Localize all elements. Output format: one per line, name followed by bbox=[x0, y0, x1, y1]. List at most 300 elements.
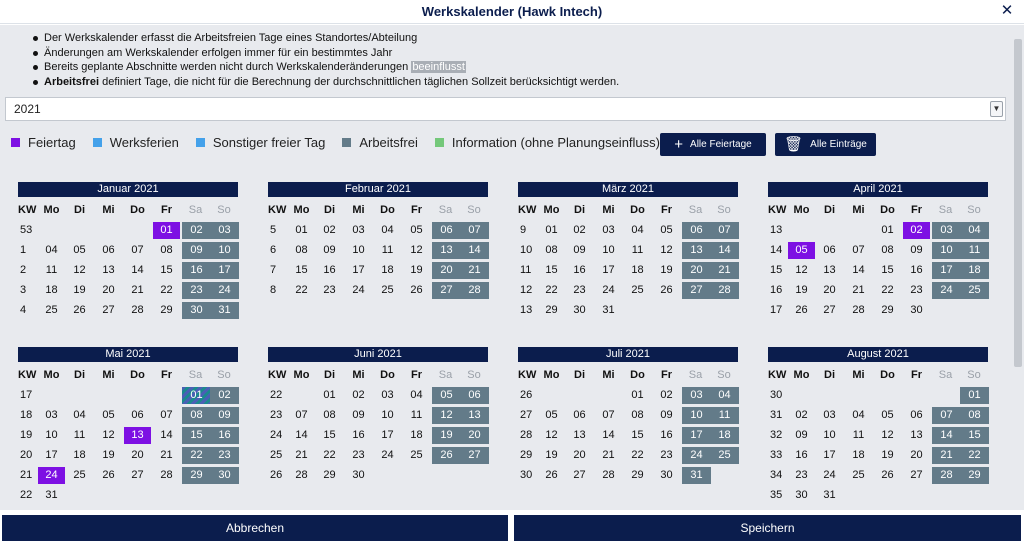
day-cell[interactable] bbox=[123, 280, 152, 300]
empty-cell bbox=[844, 485, 873, 505]
day-cell[interactable] bbox=[788, 405, 815, 425]
day-number: 17 bbox=[45, 448, 58, 461]
day-cell[interactable] bbox=[538, 240, 565, 260]
day-cell[interactable] bbox=[402, 385, 431, 405]
weekday-header: Do bbox=[380, 369, 395, 381]
day-cell[interactable] bbox=[538, 300, 565, 320]
day-cell[interactable] bbox=[565, 220, 594, 240]
day-cell[interactable] bbox=[960, 220, 988, 240]
day-cell[interactable] bbox=[288, 260, 315, 280]
day-cell[interactable] bbox=[460, 385, 488, 405]
day-cell[interactable] bbox=[538, 465, 565, 485]
scrollbar[interactable] bbox=[1011, 25, 1024, 510]
close-icon[interactable]: ✕ bbox=[1000, 2, 1014, 19]
year-select[interactable] bbox=[5, 97, 1006, 121]
day-cell[interactable] bbox=[815, 280, 844, 300]
day-cell[interactable] bbox=[181, 445, 210, 465]
day-cell[interactable] bbox=[788, 280, 815, 300]
day-cell[interactable] bbox=[652, 425, 681, 445]
day-cell[interactable] bbox=[210, 465, 238, 485]
day-cell[interactable] bbox=[873, 260, 902, 280]
day-cell[interactable] bbox=[288, 445, 315, 465]
day-cell[interactable] bbox=[652, 405, 681, 425]
day-cell[interactable] bbox=[652, 445, 681, 465]
day-cell[interactable] bbox=[681, 445, 710, 465]
day-cell[interactable] bbox=[344, 445, 373, 465]
legend-item-werksferien bbox=[93, 135, 179, 150]
day-cell[interactable] bbox=[210, 220, 238, 240]
day-cell[interactable] bbox=[65, 240, 94, 260]
week-number: 13 bbox=[520, 304, 533, 316]
day-cell[interactable] bbox=[181, 425, 210, 445]
day-cell[interactable] bbox=[65, 465, 94, 485]
day-cell[interactable] bbox=[94, 280, 123, 300]
day-cell[interactable] bbox=[594, 425, 623, 445]
day-cell[interactable] bbox=[460, 260, 488, 280]
day-cell[interactable] bbox=[373, 280, 402, 300]
day-cell[interactable] bbox=[710, 385, 738, 405]
day-cell[interactable] bbox=[710, 425, 738, 445]
day-cell[interactable] bbox=[873, 240, 902, 260]
day-cell[interactable] bbox=[815, 405, 844, 425]
day-cell[interactable] bbox=[315, 465, 344, 485]
day-cell[interactable] bbox=[373, 260, 402, 280]
day-cell[interactable] bbox=[94, 405, 123, 425]
day-cell[interactable] bbox=[902, 280, 931, 300]
cancel-button[interactable]: Abbrechen bbox=[2, 515, 508, 541]
day-cell[interactable] bbox=[431, 445, 460, 465]
day-number: 01 bbox=[881, 223, 894, 236]
day-cell[interactable] bbox=[815, 425, 844, 445]
day-cell[interactable] bbox=[960, 260, 988, 280]
day-cell[interactable] bbox=[460, 405, 488, 425]
day-number: 22 bbox=[160, 283, 173, 296]
day-cell[interactable] bbox=[38, 300, 65, 320]
day-cell[interactable] bbox=[565, 465, 594, 485]
day-number: 26 bbox=[73, 303, 86, 316]
day-cell[interactable] bbox=[931, 425, 960, 445]
day-cell[interactable] bbox=[681, 425, 710, 445]
day-cell[interactable] bbox=[594, 260, 623, 280]
day-cell[interactable] bbox=[815, 465, 844, 485]
day-cell[interactable] bbox=[902, 425, 931, 445]
day-cell[interactable] bbox=[623, 220, 652, 240]
day-cell[interactable] bbox=[344, 220, 373, 240]
day-cell[interactable] bbox=[902, 465, 931, 485]
day-cell[interactable] bbox=[960, 445, 988, 465]
day-cell[interactable] bbox=[815, 240, 844, 260]
day-cell[interactable] bbox=[288, 405, 315, 425]
day-cell[interactable] bbox=[623, 445, 652, 465]
day-cell[interactable] bbox=[431, 260, 460, 280]
day-cell[interactable] bbox=[565, 260, 594, 280]
day-cell[interactable] bbox=[873, 220, 902, 240]
day-cell[interactable] bbox=[181, 300, 210, 320]
empty-cell bbox=[902, 485, 931, 505]
day-cell[interactable] bbox=[152, 280, 181, 300]
day-cell[interactable] bbox=[565, 405, 594, 425]
day-cell[interactable] bbox=[344, 385, 373, 405]
month-header: Juli 2021 bbox=[518, 347, 738, 362]
day-number: 10 bbox=[602, 243, 615, 256]
day-cell[interactable] bbox=[931, 405, 960, 425]
weekday-header: Sa bbox=[688, 204, 703, 216]
day-cell[interactable] bbox=[902, 240, 931, 260]
day-cell[interactable] bbox=[788, 300, 815, 320]
day-number: 14 bbox=[131, 263, 144, 276]
day-cell[interactable] bbox=[431, 280, 460, 300]
day-cell[interactable] bbox=[538, 425, 565, 445]
day-cell[interactable] bbox=[873, 445, 902, 465]
day-cell[interactable] bbox=[460, 425, 488, 445]
week-number: 9 bbox=[520, 224, 527, 236]
day-cell[interactable] bbox=[594, 240, 623, 260]
day-cell[interactable] bbox=[373, 405, 402, 425]
months-grid bbox=[18, 182, 990, 510]
day-cell[interactable] bbox=[623, 280, 652, 300]
day-cell[interactable] bbox=[902, 445, 931, 465]
day-cell[interactable] bbox=[38, 240, 65, 260]
day-cell[interactable] bbox=[652, 385, 681, 405]
save-button[interactable]: Speichern bbox=[514, 515, 1021, 541]
day-cell[interactable] bbox=[460, 280, 488, 300]
day-cell[interactable] bbox=[288, 220, 315, 240]
day-cell[interactable] bbox=[288, 280, 315, 300]
day-cell[interactable] bbox=[38, 485, 65, 505]
day-cell[interactable] bbox=[431, 385, 460, 405]
day-cell[interactable] bbox=[873, 300, 902, 320]
week-number: 28 bbox=[520, 429, 533, 441]
day-cell[interactable] bbox=[681, 240, 710, 260]
chevron-down-icon[interactable]: ▼ bbox=[990, 101, 1003, 117]
day-cell[interactable] bbox=[594, 280, 623, 300]
day-cell[interactable] bbox=[38, 260, 65, 280]
day-cell[interactable] bbox=[94, 260, 123, 280]
day-cell[interactable] bbox=[210, 260, 238, 280]
day-cell[interactable] bbox=[431, 220, 460, 240]
day-cell[interactable] bbox=[210, 385, 238, 405]
day-number: 13 bbox=[573, 428, 586, 441]
day-cell[interactable] bbox=[315, 405, 344, 425]
day-cell[interactable] bbox=[710, 240, 738, 260]
week-number: 21 bbox=[20, 469, 33, 481]
day-cell[interactable] bbox=[460, 445, 488, 465]
day-cell[interactable] bbox=[844, 425, 873, 445]
weekday-header: Mo bbox=[793, 369, 810, 381]
day-cell[interactable] bbox=[538, 220, 565, 240]
day-cell[interactable] bbox=[788, 425, 815, 445]
day-cell[interactable] bbox=[710, 220, 738, 240]
day-cell[interactable] bbox=[623, 465, 652, 485]
day-cell[interactable] bbox=[873, 425, 902, 445]
day-number: 27 bbox=[102, 303, 115, 316]
day-cell[interactable] bbox=[788, 445, 815, 465]
day-cell[interactable] bbox=[65, 260, 94, 280]
week-number: 8 bbox=[270, 284, 277, 296]
day-cell[interactable] bbox=[788, 240, 815, 260]
day-cell[interactable] bbox=[431, 240, 460, 260]
day-cell[interactable] bbox=[123, 445, 152, 465]
day-cell[interactable] bbox=[960, 405, 988, 425]
day-cell[interactable] bbox=[623, 240, 652, 260]
day-cell[interactable] bbox=[844, 300, 873, 320]
day-cell[interactable] bbox=[815, 300, 844, 320]
day-number: 06 bbox=[682, 222, 711, 239]
day-cell[interactable] bbox=[594, 405, 623, 425]
day-number: 30 bbox=[352, 468, 365, 481]
day-number: 31 bbox=[823, 488, 836, 501]
day-cell[interactable] bbox=[681, 260, 710, 280]
day-cell[interactable] bbox=[123, 260, 152, 280]
day-cell[interactable] bbox=[94, 425, 123, 445]
day-cell[interactable] bbox=[315, 445, 344, 465]
day-cell[interactable] bbox=[181, 465, 210, 485]
day-cell[interactable] bbox=[931, 220, 960, 240]
day-cell[interactable] bbox=[181, 280, 210, 300]
day-number: 20 bbox=[823, 283, 836, 296]
day-number: 25 bbox=[852, 468, 865, 481]
day-number: 22 bbox=[881, 283, 894, 296]
day-cell[interactable] bbox=[210, 300, 238, 320]
day-cell[interactable] bbox=[931, 445, 960, 465]
day-cell[interactable] bbox=[344, 425, 373, 445]
day-cell[interactable] bbox=[210, 240, 238, 260]
day-cell[interactable] bbox=[788, 485, 815, 505]
day-cell[interactable] bbox=[594, 300, 623, 320]
day-cell[interactable] bbox=[652, 240, 681, 260]
day-cell[interactable] bbox=[815, 485, 844, 505]
day-cell[interactable] bbox=[565, 445, 594, 465]
day-cell[interactable] bbox=[152, 445, 181, 465]
day-cell[interactable] bbox=[123, 240, 152, 260]
day-cell[interactable] bbox=[38, 425, 65, 445]
day-cell[interactable] bbox=[402, 260, 431, 280]
day-cell[interactable] bbox=[123, 425, 152, 445]
day-number: 27 bbox=[432, 282, 461, 299]
day-cell[interactable] bbox=[594, 445, 623, 465]
day-cell[interactable] bbox=[815, 445, 844, 465]
day-cell[interactable] bbox=[623, 385, 652, 405]
day-cell[interactable] bbox=[873, 405, 902, 425]
day-cell[interactable] bbox=[315, 260, 344, 280]
alle-feiertage-label: Alle Feiertage bbox=[690, 139, 752, 150]
weekday-header: Sa bbox=[438, 204, 453, 216]
weekday-header: Mi bbox=[852, 369, 865, 381]
day-cell[interactable] bbox=[652, 220, 681, 240]
day-cell[interactable] bbox=[594, 220, 623, 240]
day-cell[interactable] bbox=[788, 465, 815, 485]
day-cell[interactable] bbox=[594, 465, 623, 485]
day-number: 01 bbox=[295, 223, 308, 236]
day-cell[interactable] bbox=[681, 385, 710, 405]
week-number: 18 bbox=[20, 409, 33, 421]
day-cell[interactable] bbox=[710, 280, 738, 300]
day-number: 20 bbox=[682, 262, 711, 279]
day-cell[interactable] bbox=[152, 465, 181, 485]
day-cell[interactable] bbox=[460, 220, 488, 240]
day-cell[interactable] bbox=[210, 445, 238, 465]
day-cell[interactable] bbox=[94, 300, 123, 320]
day-cell[interactable] bbox=[181, 385, 210, 405]
day-cell[interactable] bbox=[373, 445, 402, 465]
day-cell[interactable] bbox=[65, 300, 94, 320]
day-cell[interactable] bbox=[873, 280, 902, 300]
day-cell[interactable] bbox=[210, 425, 238, 445]
day-cell[interactable] bbox=[538, 280, 565, 300]
day-cell[interactable] bbox=[652, 280, 681, 300]
day-cell[interactable] bbox=[65, 280, 94, 300]
day-number: 07 bbox=[131, 243, 144, 256]
day-cell[interactable] bbox=[402, 220, 431, 240]
weekday-header: Mo bbox=[793, 204, 810, 216]
day-number: 27 bbox=[460, 447, 489, 464]
day-cell[interactable] bbox=[623, 260, 652, 280]
empty-cell bbox=[123, 385, 152, 405]
day-cell[interactable] bbox=[710, 260, 738, 280]
day-cell[interactable] bbox=[402, 405, 431, 425]
day-cell[interactable] bbox=[373, 425, 402, 445]
day-number: 14 bbox=[460, 242, 489, 259]
day-cell[interactable] bbox=[681, 405, 710, 425]
day-cell[interactable] bbox=[288, 425, 315, 445]
day-cell[interactable] bbox=[38, 445, 65, 465]
day-number: 30 bbox=[660, 468, 673, 481]
day-cell[interactable] bbox=[931, 260, 960, 280]
day-cell[interactable] bbox=[960, 280, 988, 300]
day-cell[interactable] bbox=[844, 465, 873, 485]
day-cell[interactable] bbox=[373, 385, 402, 405]
day-cell[interactable] bbox=[681, 220, 710, 240]
day-cell[interactable] bbox=[652, 260, 681, 280]
day-cell[interactable] bbox=[431, 405, 460, 425]
day-cell[interactable] bbox=[38, 405, 65, 425]
day-cell[interactable] bbox=[38, 465, 65, 485]
day-cell[interactable] bbox=[288, 240, 315, 260]
day-cell[interactable] bbox=[681, 280, 710, 300]
day-cell[interactable] bbox=[960, 385, 988, 405]
day-cell[interactable] bbox=[344, 260, 373, 280]
day-cell[interactable] bbox=[181, 220, 210, 240]
day-cell[interactable] bbox=[710, 445, 738, 465]
day-cell[interactable] bbox=[402, 445, 431, 465]
day-cell[interactable] bbox=[181, 260, 210, 280]
day-cell[interactable] bbox=[844, 260, 873, 280]
day-cell[interactable] bbox=[565, 240, 594, 260]
day-cell[interactable] bbox=[565, 300, 594, 320]
day-cell[interactable] bbox=[152, 300, 181, 320]
day-cell[interactable] bbox=[344, 465, 373, 485]
day-cell[interactable] bbox=[315, 240, 344, 260]
day-cell[interactable] bbox=[94, 465, 123, 485]
day-cell[interactable] bbox=[931, 465, 960, 485]
day-cell[interactable] bbox=[315, 385, 344, 405]
day-cell[interactable] bbox=[902, 260, 931, 280]
day-cell[interactable] bbox=[181, 240, 210, 260]
day-cell[interactable] bbox=[210, 405, 238, 425]
day-cell[interactable] bbox=[94, 445, 123, 465]
day-cell[interactable] bbox=[844, 280, 873, 300]
day-cell[interactable] bbox=[902, 300, 931, 320]
alle-eintraege-button[interactable] bbox=[775, 133, 876, 156]
day-number: 24 bbox=[210, 282, 239, 299]
day-cell[interactable] bbox=[902, 220, 931, 240]
day-cell[interactable] bbox=[94, 240, 123, 260]
month-table bbox=[18, 365, 238, 505]
day-number: 29 bbox=[881, 303, 894, 316]
day-cell[interactable] bbox=[538, 445, 565, 465]
day-cell[interactable] bbox=[152, 220, 181, 240]
day-cell[interactable] bbox=[152, 240, 181, 260]
day-cell[interactable] bbox=[815, 260, 844, 280]
day-cell[interactable] bbox=[844, 240, 873, 260]
day-cell[interactable] bbox=[873, 465, 902, 485]
day-cell[interactable] bbox=[152, 425, 181, 445]
day-cell[interactable] bbox=[565, 425, 594, 445]
day-cell[interactable] bbox=[344, 280, 373, 300]
day-cell[interactable] bbox=[152, 405, 181, 425]
day-cell[interactable] bbox=[652, 465, 681, 485]
day-cell[interactable] bbox=[844, 405, 873, 425]
day-cell[interactable] bbox=[710, 405, 738, 425]
day-cell[interactable] bbox=[844, 445, 873, 465]
day-number: 17 bbox=[932, 262, 961, 279]
scrollbar-thumb[interactable] bbox=[1014, 39, 1022, 367]
day-cell[interactable] bbox=[65, 425, 94, 445]
day-cell[interactable] bbox=[623, 405, 652, 425]
day-cell[interactable] bbox=[623, 425, 652, 445]
day-cell[interactable] bbox=[402, 425, 431, 445]
day-cell[interactable] bbox=[538, 405, 565, 425]
day-cell[interactable] bbox=[565, 280, 594, 300]
day-cell[interactable] bbox=[344, 405, 373, 425]
day-cell[interactable] bbox=[931, 280, 960, 300]
day-cell[interactable] bbox=[402, 280, 431, 300]
day-cell[interactable] bbox=[402, 240, 431, 260]
day-number: 11 bbox=[381, 243, 394, 256]
day-cell[interactable] bbox=[960, 240, 988, 260]
day-cell[interactable] bbox=[788, 260, 815, 280]
day-cell[interactable] bbox=[181, 405, 210, 425]
info-line bbox=[31, 31, 619, 46]
day-cell[interactable] bbox=[931, 240, 960, 260]
day-cell[interactable] bbox=[431, 425, 460, 445]
day-cell[interactable] bbox=[902, 405, 931, 425]
day-cell[interactable] bbox=[123, 465, 152, 485]
day-cell[interactable] bbox=[315, 280, 344, 300]
day-cell[interactable] bbox=[373, 220, 402, 240]
day-cell[interactable] bbox=[344, 240, 373, 260]
day-cell[interactable] bbox=[65, 405, 94, 425]
day-cell[interactable] bbox=[960, 465, 988, 485]
day-cell[interactable] bbox=[123, 300, 152, 320]
day-cell[interactable] bbox=[123, 405, 152, 425]
day-cell[interactable] bbox=[38, 280, 65, 300]
day-cell[interactable] bbox=[65, 445, 94, 465]
day-cell[interactable] bbox=[315, 425, 344, 445]
day-cell[interactable] bbox=[315, 220, 344, 240]
day-cell[interactable] bbox=[152, 260, 181, 280]
day-cell[interactable] bbox=[210, 280, 238, 300]
day-cell[interactable] bbox=[288, 465, 315, 485]
day-cell[interactable] bbox=[538, 260, 565, 280]
day-cell[interactable] bbox=[960, 425, 988, 445]
day-number: 02 bbox=[660, 388, 673, 401]
day-cell[interactable] bbox=[681, 465, 710, 485]
day-cell[interactable] bbox=[460, 240, 488, 260]
day-cell[interactable] bbox=[373, 240, 402, 260]
legend-label: Information (ohne Planungseinfluss) bbox=[451, 135, 660, 150]
alle-feiertage-button[interactable] bbox=[660, 133, 766, 156]
